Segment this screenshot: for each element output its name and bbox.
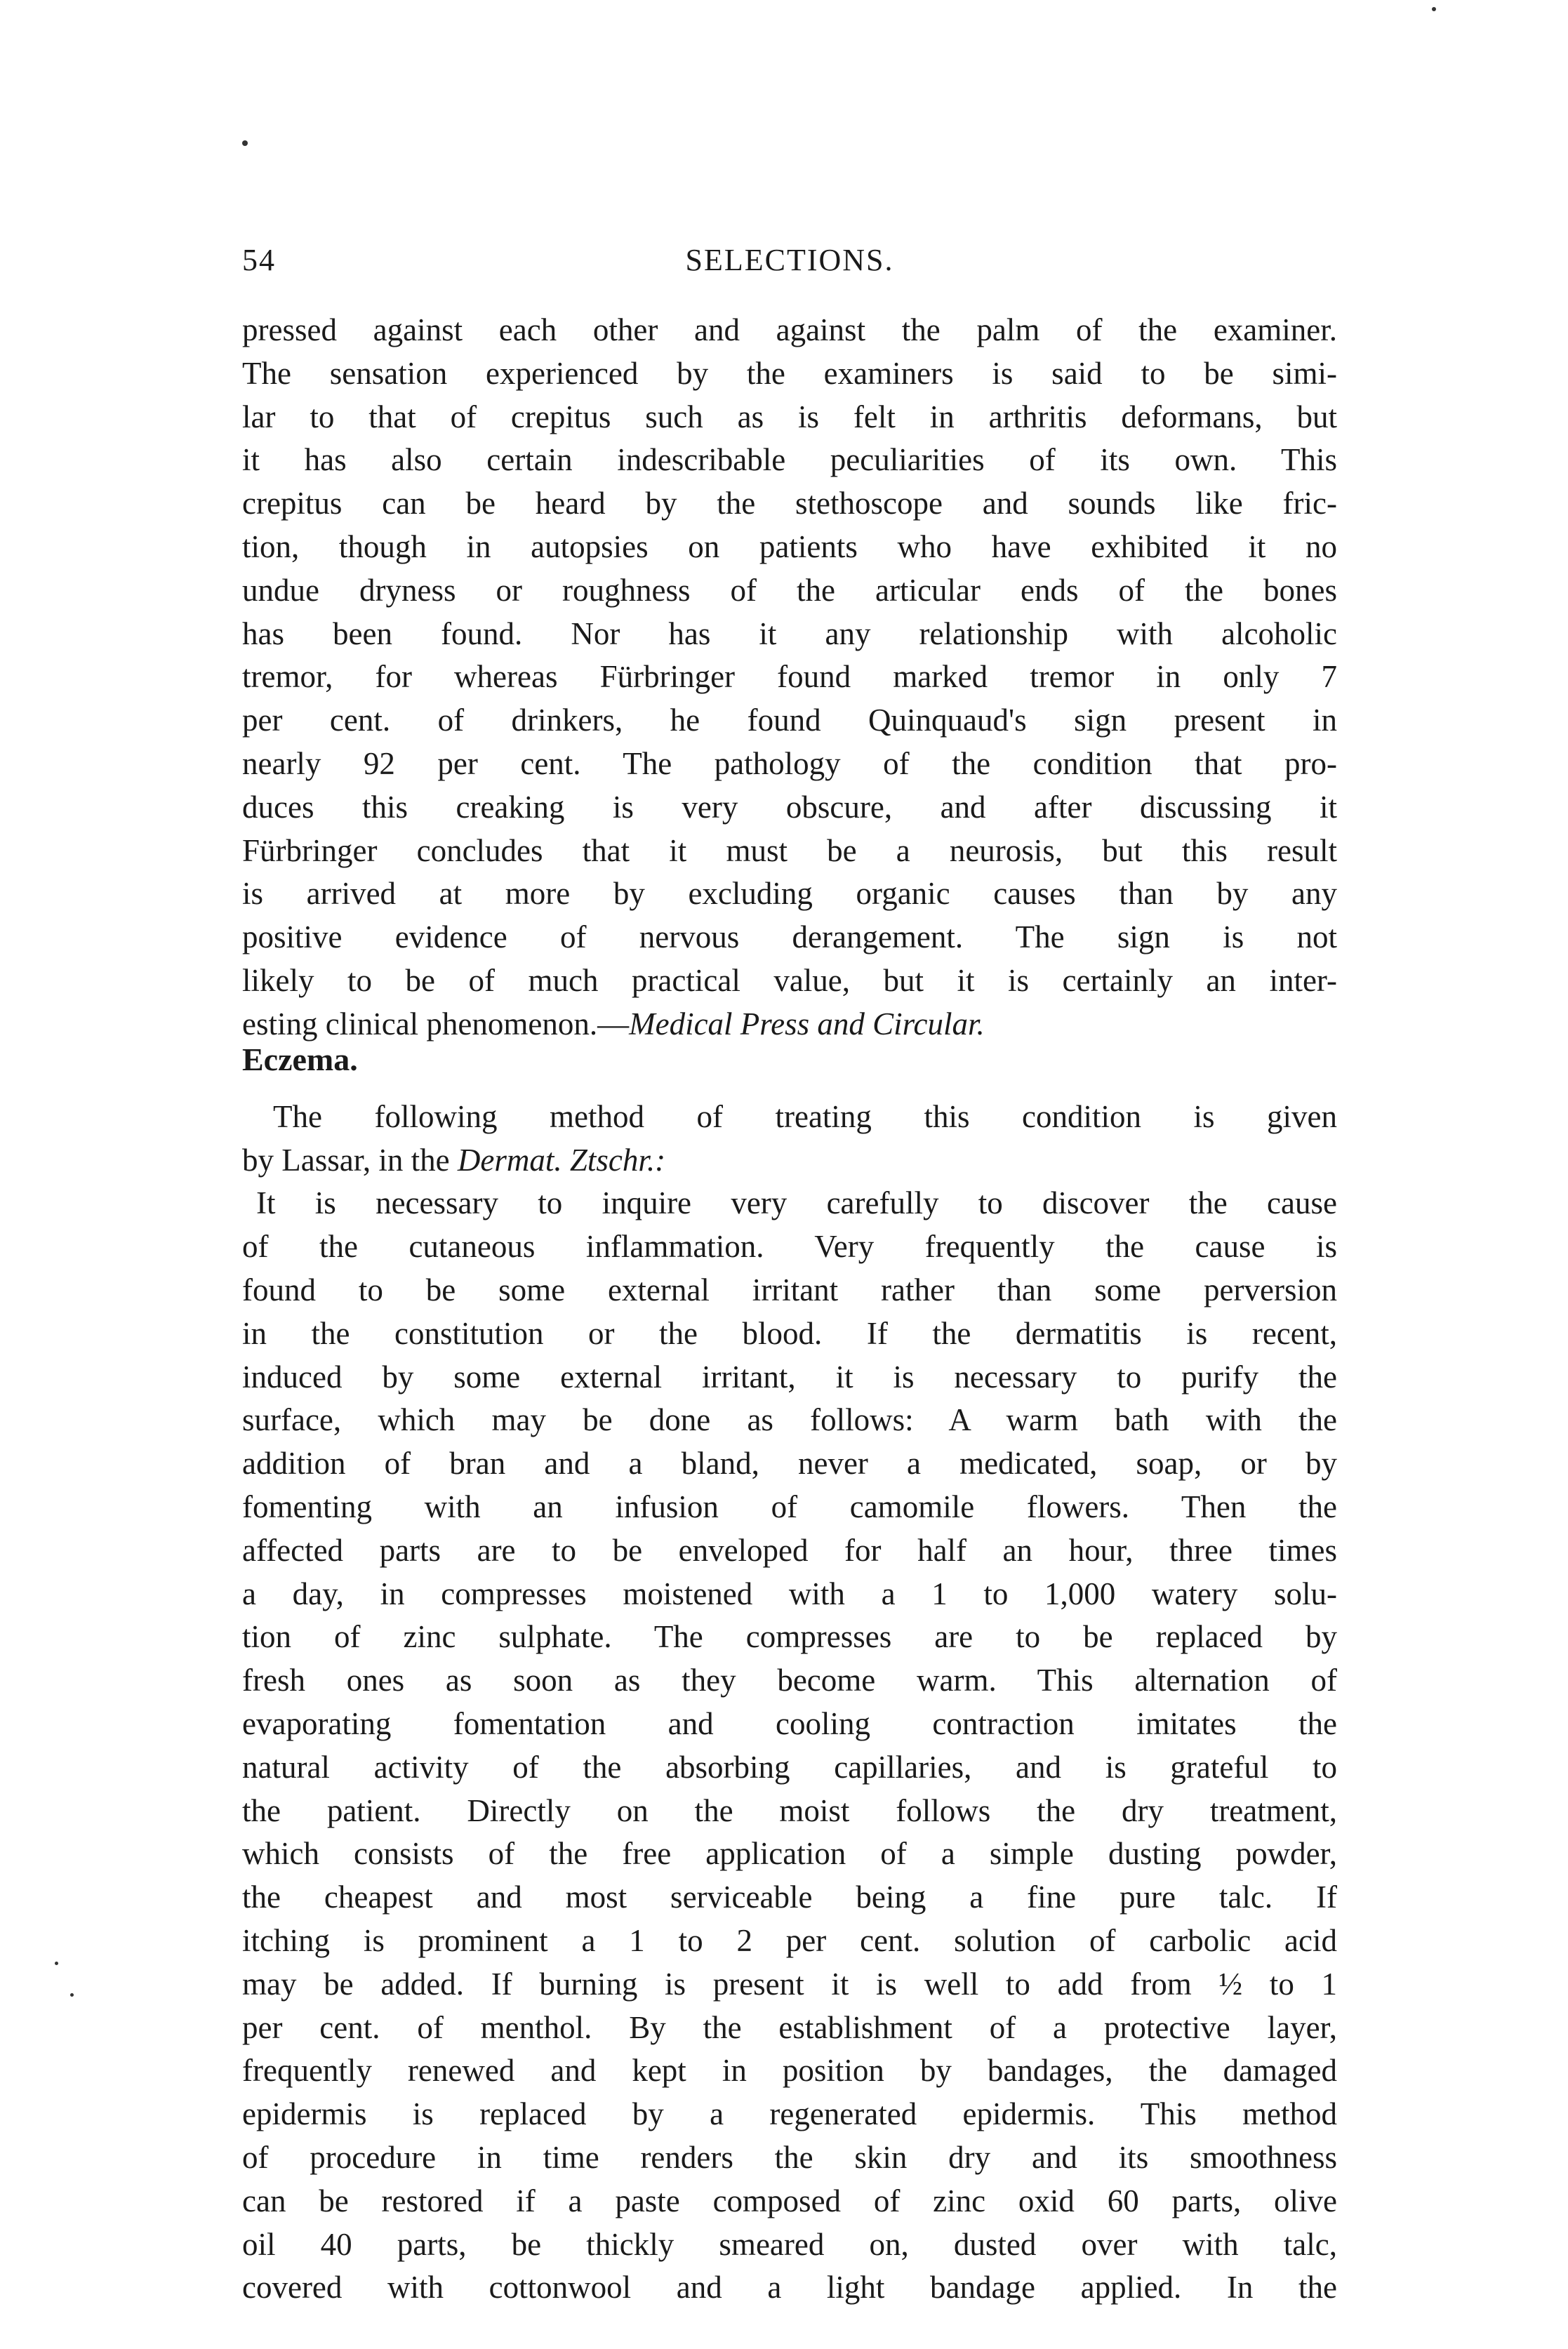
text-line: It is necessary to inquire very carefully to discover the cause: [256, 1185, 1337, 1221]
text-line: lar to that of crepitus such as is felt in arthritis deformans, but: [242, 399, 1337, 434]
text-line: per cent. of drinkers, he found Quinquaud's sign present in: [242, 703, 1337, 738]
text-line: surface, which may be done as follows: A warm bath with the: [242, 1402, 1337, 1438]
section-eczema: [242, 1038, 1337, 2310]
text-line: oil 40 parts, be thickly smeared on, dusted over with talc,: [242, 2226, 1337, 2262]
text-line: in the constitution or the blood. If the dermatitis is recent,: [242, 1315, 1337, 1351]
text-line: tion of zinc sulphate. The compresses are to be replaced by: [242, 1619, 1337, 1655]
text-line: epidermis is replaced by a regenerated epidermis. This method: [242, 2096, 1337, 2132]
text-line: The sensation experienced by the examiners is said to be simi-: [242, 355, 1337, 391]
text-line: fresh ones as soon as they become warm. This alternation of: [242, 1663, 1337, 1698]
text-line: can be restored if a paste composed of zinc oxid 60 parts, olive: [242, 2183, 1337, 2218]
text-line: of the cutaneous inflammation. Very frequently the cause is: [242, 1229, 1337, 1265]
text-line: is arrived at more by excluding organic causes than by any: [242, 876, 1337, 912]
print-speck: [242, 140, 248, 146]
text-line: affected parts are to be enveloped for half an hour, three times: [242, 1532, 1337, 1568]
text-line: likely to be of much practical value, but it is certainly an inter-: [242, 962, 1337, 998]
closing-text: esting clinical phenomenon.—: [242, 1006, 630, 1042]
print-speck: [55, 1962, 58, 1965]
text-line: tion, though in autopsies on patients who have exhibited it no: [242, 528, 1337, 564]
text-line: nearly 92 per cent. The pathology of the condition that pro-: [242, 745, 1337, 781]
text-line: found to be some external irritant rather than some perversion: [242, 1272, 1337, 1307]
text-line: undue dryness or roughness of the articular ends of the bones: [242, 572, 1337, 608]
running-head: [242, 242, 1337, 284]
text-line: the cheapest and most serviceable being a fine pure talc. If: [242, 1879, 1337, 1915]
text-line: evaporating fomentation and cooling contraction imitates the: [242, 1705, 1337, 1741]
text-line: may be added. If burning is present it is well to add from ½ to 1: [242, 1966, 1337, 2002]
text-line: Fürbringer concludes that it must be a neurosis, but this result: [242, 832, 1337, 868]
text-line: itching is prominent a 1 to 2 per cent. solution of carbolic acid: [242, 1922, 1337, 1958]
text-line: frequently renewed and kept in position by bandages, the damaged: [242, 2053, 1337, 2089]
text-line: covered with cottonwool and a light bandage applied. In the: [242, 2270, 1337, 2305]
paragraph-quinquaud-sign: [242, 309, 1337, 1046]
print-speck: [70, 1993, 74, 1997]
source-citation: Medical Press and Circular.: [629, 1006, 985, 1042]
text-line: of procedure in time renders the skin dry and its smoothness: [242, 2139, 1337, 2175]
text-line: it has also certain indescribable peculiarities of its own. This: [242, 442, 1337, 478]
text-line: which consists of the free application of a simple dusting powder,: [242, 1836, 1337, 1872]
text-line: fomenting with an infusion of camomile flowers. Then the: [242, 1489, 1337, 1524]
text-line: duces this creaking is very obscure, and after discussing it: [242, 789, 1337, 825]
text-line: crepitus can be heard by the stethoscope and sounds like fric-: [242, 486, 1337, 521]
text-line: tremor, for whereas Fürbringer found marked tremor in only 7: [242, 659, 1337, 695]
running-title: SELECTIONS.: [685, 243, 894, 277]
text-line-with-citation: [242, 1139, 1337, 1183]
section-heading: Eczema.: [242, 1042, 358, 1077]
text-line: a day, in compresses moistened with a 1 to 1,000 watery solu-: [242, 1576, 1337, 1611]
text-line: pressed against each other and against the palm of the examiner.: [242, 312, 1337, 347]
text-line: positive evidence of nervous derangement. The sign is not: [242, 919, 1337, 955]
print-speck: [1432, 7, 1436, 11]
journal-citation: Dermat. Ztschr.:: [457, 1142, 666, 1178]
page-number: 54: [242, 243, 276, 277]
text-line: addition of bran and a bland, never a medicated, soap, or by: [242, 1446, 1337, 1482]
text-line: has been found. Nor has it any relationship with alcoholic: [242, 615, 1337, 651]
text-line: natural activity of the absorbing capillaries, and is grateful to: [242, 1749, 1337, 1785]
text-line: The following method of treating this condition is given: [273, 1098, 1337, 1134]
intro-text: by Lassar, in the: [242, 1142, 458, 1178]
text-line: per cent. of menthol. By the establishment of a protective layer,: [242, 2009, 1337, 2045]
text-line: the patient. Directly on the moist follows the dry treatment,: [242, 1792, 1337, 1828]
text-line: induced by some external irritant, it is necessary to purify the: [242, 1359, 1337, 1395]
